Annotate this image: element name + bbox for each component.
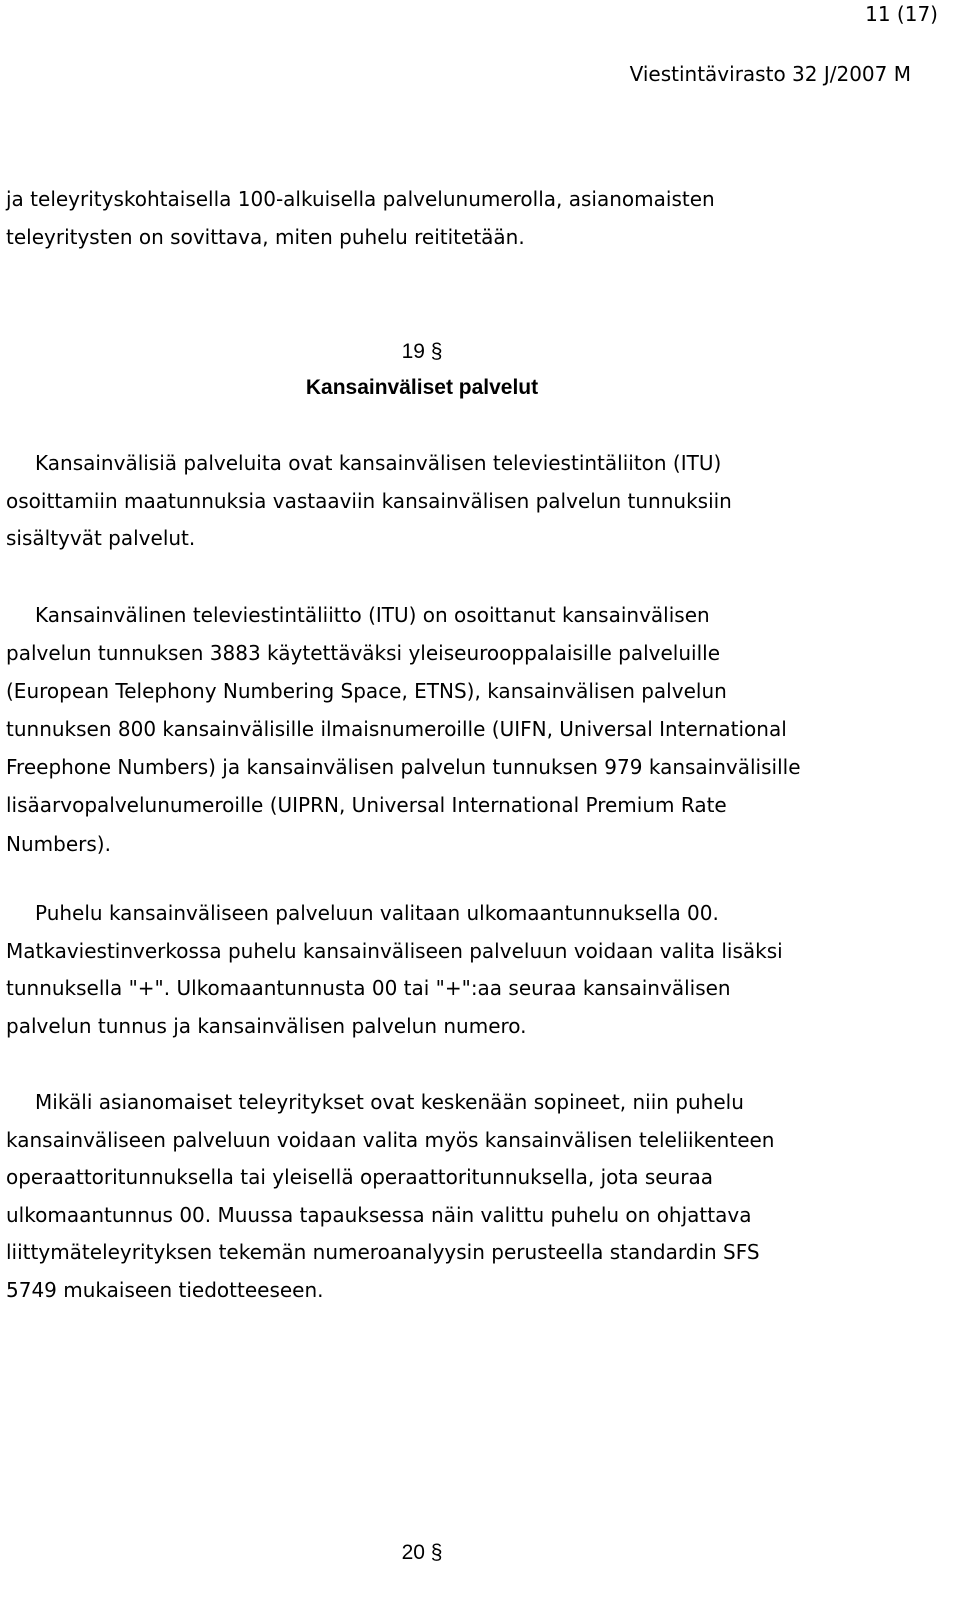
paragraph-line: tunnuksella "+". Ulkomaantunnusta 00 tai "+":aa seuraa kansainvälisen: [6, 976, 731, 1000]
paragraph: [6, 895, 936, 1045]
document-reference: Viestintävirasto 32 J/2007 M: [629, 62, 911, 86]
paragraph-line: Kansainvälinen televiestintäliitto (ITU) on osoittanut kansainvälisen: [35, 603, 710, 627]
paragraph-line: osoittamiin maatunnuksia vastaaviin kansainvälisen palvelun tunnuksiin: [6, 488, 732, 513]
paragraph-line: Mikäli asianomaiset teleyritykset ovat keskenään sopineet, niin puhelu: [35, 1090, 744, 1114]
paragraph-line: lisäarvopalvelunumeroille (UIPRN, Universal International Premium Rate: [6, 793, 727, 818]
paragraph-line: 5749 mukaiseen tiedotteeseen.: [6, 1277, 324, 1302]
section-title: Kansainväliset palvelut: [305, 376, 539, 399]
paragraph: [6, 596, 936, 863]
paragraph-line: kansainväliseen palveluun voidaan valita myös kansainvälisen teleliikenteen: [6, 1127, 775, 1152]
paragraph-line: (European Telephony Numbering Space, ETNS), kansainvälisen palvelun: [6, 679, 727, 704]
paragraph-line: palvelun tunnuksen 3883 käytettäväksi yleiseurooppalaisille palveluille: [6, 641, 721, 666]
paragraph-line: Kansainvälisiä palveluita ovat kansainvälisen televiestintäliiton (ITU): [35, 451, 722, 475]
continuation-paragraph: [6, 181, 936, 256]
paragraph-line: Freephone Numbers) ja kansainvälisen palvelun tunnuksen 979 kansainvälisille: [6, 755, 801, 780]
paragraph-line: ulkomaantunnus 00. Muussa tapauksessa näin valittu puhelu on ohjattava: [6, 1202, 752, 1227]
next-section-number: 20 §: [401, 1541, 443, 1564]
paragraph-line: teleyritysten on sovittava, miten puhelu reititetään.: [6, 224, 525, 249]
paragraph-line: tunnuksen 800 kansainvälisille ilmaisnumeroille (UIFN, Universal International: [6, 717, 787, 742]
paragraph-line: operaattoritunnuksella tai yleisellä operaattoritunnuksella, jota seuraa: [6, 1165, 713, 1189]
paragraph-line: palvelun tunnus ja kansainvälisen palvelun numero.: [6, 1013, 527, 1038]
paragraph-line: sisältyvät palvelut.: [6, 526, 196, 550]
paragraph-line: ja teleyrityskohtaisella 100-alkuisella palvelunumerolla, asianomaisten: [6, 187, 715, 211]
section-number: 19 §: [401, 340, 443, 363]
paragraph-line: Numbers).: [6, 831, 111, 856]
paragraph-line: Puhelu kansainväliseen palveluun valitaan ulkomaantunnuksella 00.: [35, 901, 719, 925]
paragraph-line: Matkaviestinverkossa puhelu kansainväliseen palveluun voidaan valita lisäksi: [6, 938, 783, 963]
page-number: 11 (17): [865, 2, 938, 26]
paragraph-line: liittymäteleyrityksen tekemän numeroanalyysin perusteella standardin SFS: [6, 1240, 760, 1264]
paragraph: [6, 1084, 936, 1309]
paragraph: [6, 445, 936, 558]
